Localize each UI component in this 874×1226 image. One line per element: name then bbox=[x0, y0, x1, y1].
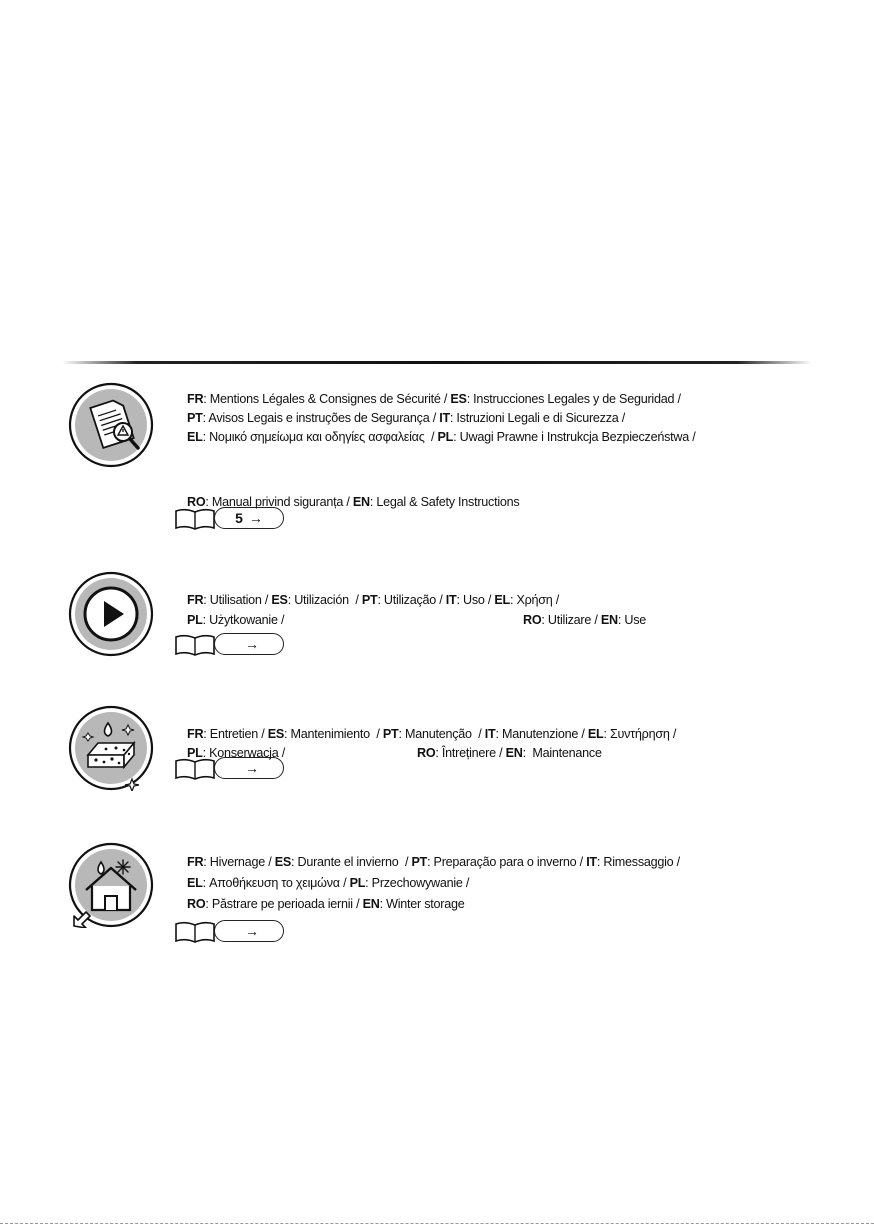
legal-document-warning-icon bbox=[68, 382, 154, 468]
page-number-pill[interactable] bbox=[214, 920, 284, 942]
page-reference-maintenance[interactable] bbox=[174, 756, 286, 782]
section-3-line-3: RO: Întreținere / EN: Maintenance bbox=[417, 746, 602, 760]
section-2-line-3: RO: Utilizare / EN: Use bbox=[523, 613, 647, 627]
play-icon bbox=[68, 571, 154, 657]
book-icon bbox=[174, 921, 216, 943]
section-3-line-1: FR: Entretien / ES: Mantenimiento / PT: Manutenção / IT: Manutenzione / EL: Συντήρηση / bbox=[187, 727, 677, 741]
arrow-right-icon: → bbox=[245, 760, 259, 776]
winter-storage-house-icon bbox=[68, 842, 154, 928]
page-reference-use[interactable] bbox=[174, 632, 286, 658]
section-1-line-4: RO: Manual privind siguranța / EN: Legal & Safety Instructions bbox=[187, 495, 520, 509]
section-1-line-2: PT: Avisos Legais e instruções de Segurança / IT: Istruzioni Legali e di Sicurezza / bbox=[187, 411, 626, 425]
section-3-line-2: PL: Konserwacja / bbox=[187, 746, 285, 760]
section-2-line-1: FR: Utilisation / ES: Utilización / PT: Utilização / IT: Uso / EL: Χρήση / bbox=[187, 593, 560, 607]
bottom-crop-line bbox=[0, 1223, 874, 1224]
section-2-line-2: PL: Użytkowanie / bbox=[187, 613, 285, 627]
page-number: 5 bbox=[235, 510, 243, 526]
section-1-line-1: FR: Mentions Légales & Consignes de Sécurité / ES: Instrucciones Legales y de Seguridad / bbox=[187, 392, 681, 406]
page-reference-winter-storage[interactable] bbox=[174, 919, 286, 945]
arrow-right-icon: → bbox=[248, 510, 263, 526]
page-reference-legal[interactable] bbox=[174, 506, 286, 532]
section-4-line-2: EL: Αποθήκευση το χειμώνα / PL: Przechowywanie / bbox=[187, 876, 470, 890]
book-icon bbox=[174, 508, 216, 530]
page-number-pill[interactable] bbox=[214, 757, 284, 779]
page-number-pill[interactable] bbox=[214, 633, 284, 655]
header-divider bbox=[62, 361, 812, 364]
page-number-pill[interactable] bbox=[214, 507, 284, 529]
arrow-right-icon: → bbox=[245, 923, 259, 939]
section-4-line-1: FR: Hivernage / ES: Durante el invierno / PT: Preparação para o inverno / IT: Rimessaggio / bbox=[187, 855, 680, 869]
section-1-line-3: EL: Νομικό σημείωμα και οδηγίες ασφαλείας / PL: Uwagi Prawne i Instrukcja Bezpieczeństwa / bbox=[187, 430, 696, 444]
arrow-right-icon: → bbox=[245, 636, 259, 652]
book-icon bbox=[174, 634, 216, 656]
book-icon bbox=[174, 758, 216, 780]
section-4-line-3: RO: Păstrare pe perioada iernii / EN: Winter storage bbox=[187, 897, 465, 911]
sponge-cleaning-icon bbox=[68, 705, 154, 791]
